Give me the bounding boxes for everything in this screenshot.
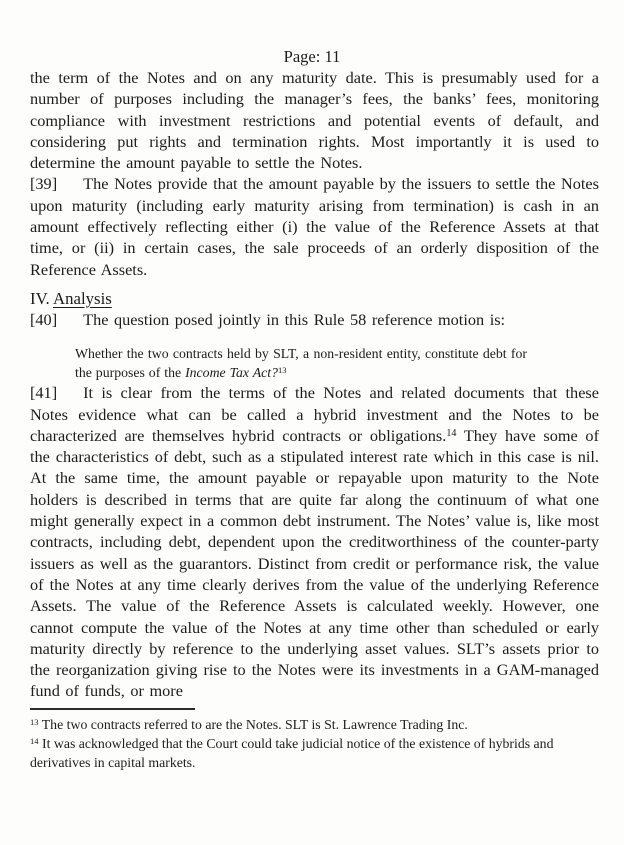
paragraph-40-text: The question posed jointly in this Rule 58 reference motion is: (83, 309, 506, 329)
section-heading-analysis (30, 288, 599, 309)
paragraph-41-text-part2: They have some of the characteristics of debt, such as a stipulated interest rate which in this case is nil. At the same time, the amount payable or repayable upon maturity to the Note holders is described in terms that are quite far along the continuum of what one might generally expect in a common debt instrument. The Notes’ value is, like most contracts, including debt, dependent upon the creditworthiness of the counter-party issuers as well as the guarantors. Distinct from credit or performance risk, the value of the Notes at any time clearly derives from the value of the underlying Reference Assets. The value of the Reference Assets is calculated weekly. However, one cannot compute the value of the Notes at any time other than scheduled or early maturity directly by reference to the underlying asset values. SLT’s assets prior to the reorganization giving rise to the Notes were its investments in a GAM-managed fund of funds, or more (30, 425, 599, 701)
paragraph-40-number: [40] (30, 309, 58, 329)
paragraph-41-number: [41] (30, 383, 58, 403)
footnote-14-text: It was acknowledged that the Court could take judicial notice of the existence of hybrids and derivatives in capital markets. (30, 735, 554, 770)
footnote-ref-13: 13 (278, 364, 287, 375)
footnote-14-marker: 14 (30, 735, 39, 746)
paragraph-41 (30, 382, 599, 701)
paragraph-39-text: The Notes provide that the amount payable by the issuers to settle the Notes upon maturity (including early maturity arising from termination) is cash in an amount effectively reflecting either (i) the value of the Reference Assets at that time, or (ii) in certain cases, the sale proceeds of an orderly disposition of the Reference Assets. (30, 174, 599, 279)
paragraph-continuation: the term of the Notes and on any maturity date. This is presumably used for a number of purposes including the manager’s fees, the banks’ fees, monitoring compliance with investment restrictions and potential events of default, and considering put rights and termination rights. Most importantly it is used to determine the amount payable to settle the Notes. (30, 68, 599, 173)
footnote-13-text: The two contracts referred to are the Notes. SLT is St. Lawrence Trading Inc. (38, 716, 468, 732)
paragraph-39 (30, 173, 599, 279)
page-number-header: Page: 11 (283, 47, 341, 66)
quote-text: Whether the two contracts held by SLT, a non-resident entity, constitute debt for the purposes of the (75, 346, 527, 380)
footnote-ref-14: 14 (446, 428, 457, 440)
footnote-13 (30, 715, 599, 734)
paragraph-39-number: [39] (30, 174, 58, 194)
statute-title-italic: Income Tax Act? (185, 364, 279, 380)
paragraph-40 (30, 309, 599, 330)
paragraph-41-text-part1: It is clear from the terms of the Notes and related documents that these Notes evidence what can be called a hybrid investment and the Notes to be characterized are themselves hybrid contracts or obligations. (30, 383, 599, 445)
footnote-separator (30, 708, 195, 710)
page-content (0, 67, 624, 772)
block-quote (75, 345, 527, 382)
footnote-14 (30, 734, 599, 772)
section-title: Analysis (53, 288, 112, 308)
footnote-13-marker: 13 (30, 716, 39, 727)
section-numeral: IV. (30, 288, 50, 308)
footnotes-section (30, 708, 599, 772)
